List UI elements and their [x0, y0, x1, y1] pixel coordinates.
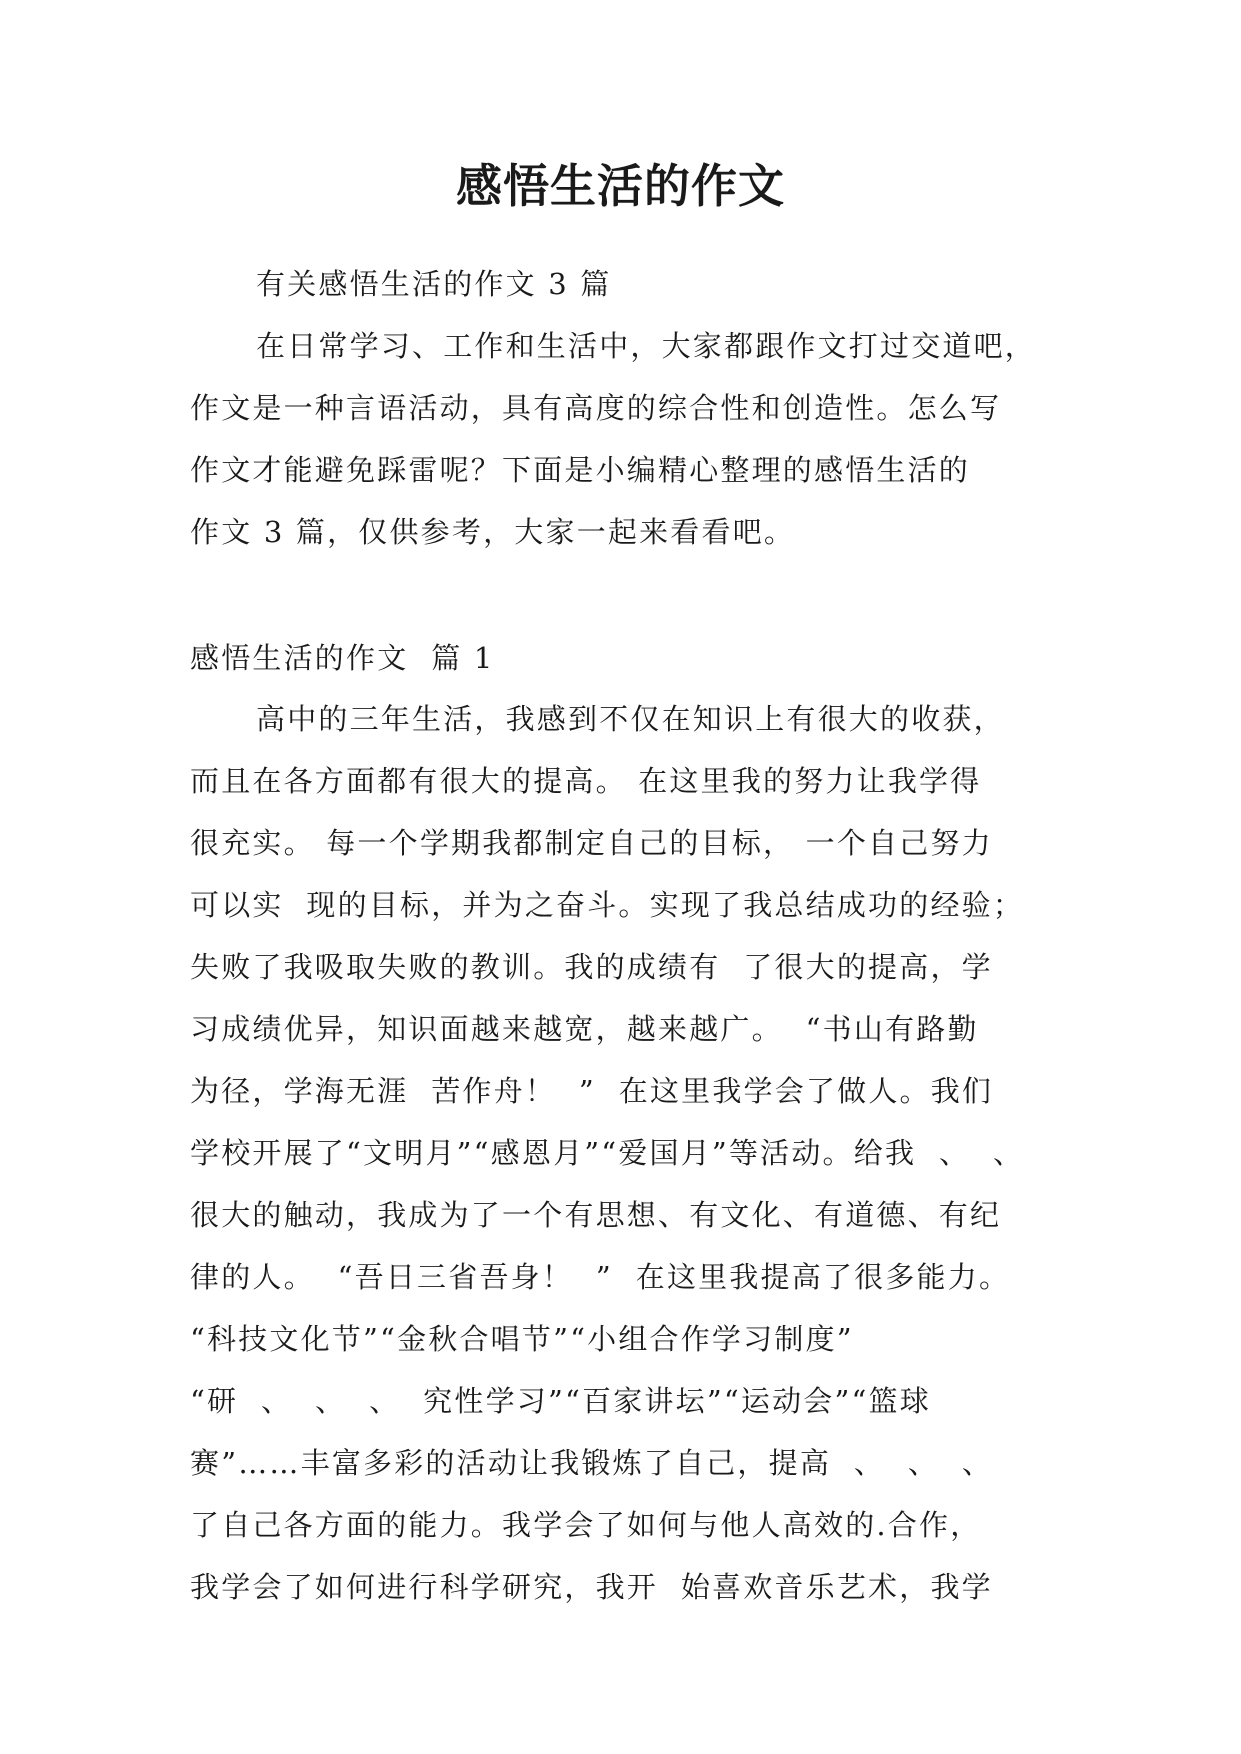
- body-line: 失败了我吸取失败的教训。我的成绩有 了很大的提高，学: [190, 950, 993, 984]
- body-line: 律的人。 “吾日三省吾身！ ” 在这里我提高了很多能力。: [190, 1260, 1011, 1294]
- document-title: 感悟生活的作文: [456, 159, 785, 213]
- body-line: 可以实 现的目标，并为之奋斗。实现了我总结成功的经验；: [190, 888, 1025, 922]
- body-line: “科技文化节”“金秋合唱节”“小组合作学习制度”: [190, 1322, 854, 1356]
- body-line: “研 、 、 、 究性学习”“百家讲坛”“运动会”“篮球: [190, 1384, 931, 1418]
- intro-line: 作文才能避免踩雷呢？下面是小编精心整理的感悟生活的: [190, 453, 971, 487]
- section-heading: 感悟生活的作文 篇 1: [190, 641, 495, 675]
- body-line: 很充实。 每一个学期我都制定自己的目标， 一个自己努力: [190, 826, 993, 860]
- subtitle: 有关感悟生活的作文 3 篇: [256, 267, 612, 301]
- body-line: 了自己各方面的能力。我学会了如何与他人高效的.合作，: [190, 1508, 982, 1542]
- body-line: 高中的三年生活，我感到不仅在知识上有很大的收获，: [256, 702, 1005, 736]
- body-line: 学校开展了“文明月”“感恩月”“爱国月”等活动。给我 、 、: [190, 1136, 1025, 1170]
- body-line: 很大的触动，我成为了一个有思想、有文化、有道德、有纪: [190, 1198, 1002, 1232]
- body-line: 我学会了如何进行科学研究，我开 始喜欢音乐艺术，我学: [190, 1570, 993, 1604]
- body-line: 习成绩优异，知识面越来越宽，越来越广。 “书山有路勤: [190, 1012, 979, 1046]
- intro-line: 作文 3 篇，仅供参考，大家一起来看看吧。: [190, 515, 796, 549]
- body-line: 而且在各方面都有很大的提高。 在这里我的努力让我学得: [190, 764, 982, 798]
- body-line: 为径，学海无涯 苦作舟！ ” 在这里我学会了做人。我们: [190, 1074, 994, 1108]
- intro-line: 在日常学习、工作和生活中，大家都跟作文打过交道吧，: [256, 329, 1037, 363]
- body-line: 赛”……丰富多彩的活动让我锻炼了自己，提高 、 、 、: [190, 1446, 994, 1480]
- intro-line: 作文是一种言语活动，具有高度的综合性和创造性。怎么写: [190, 391, 1002, 425]
